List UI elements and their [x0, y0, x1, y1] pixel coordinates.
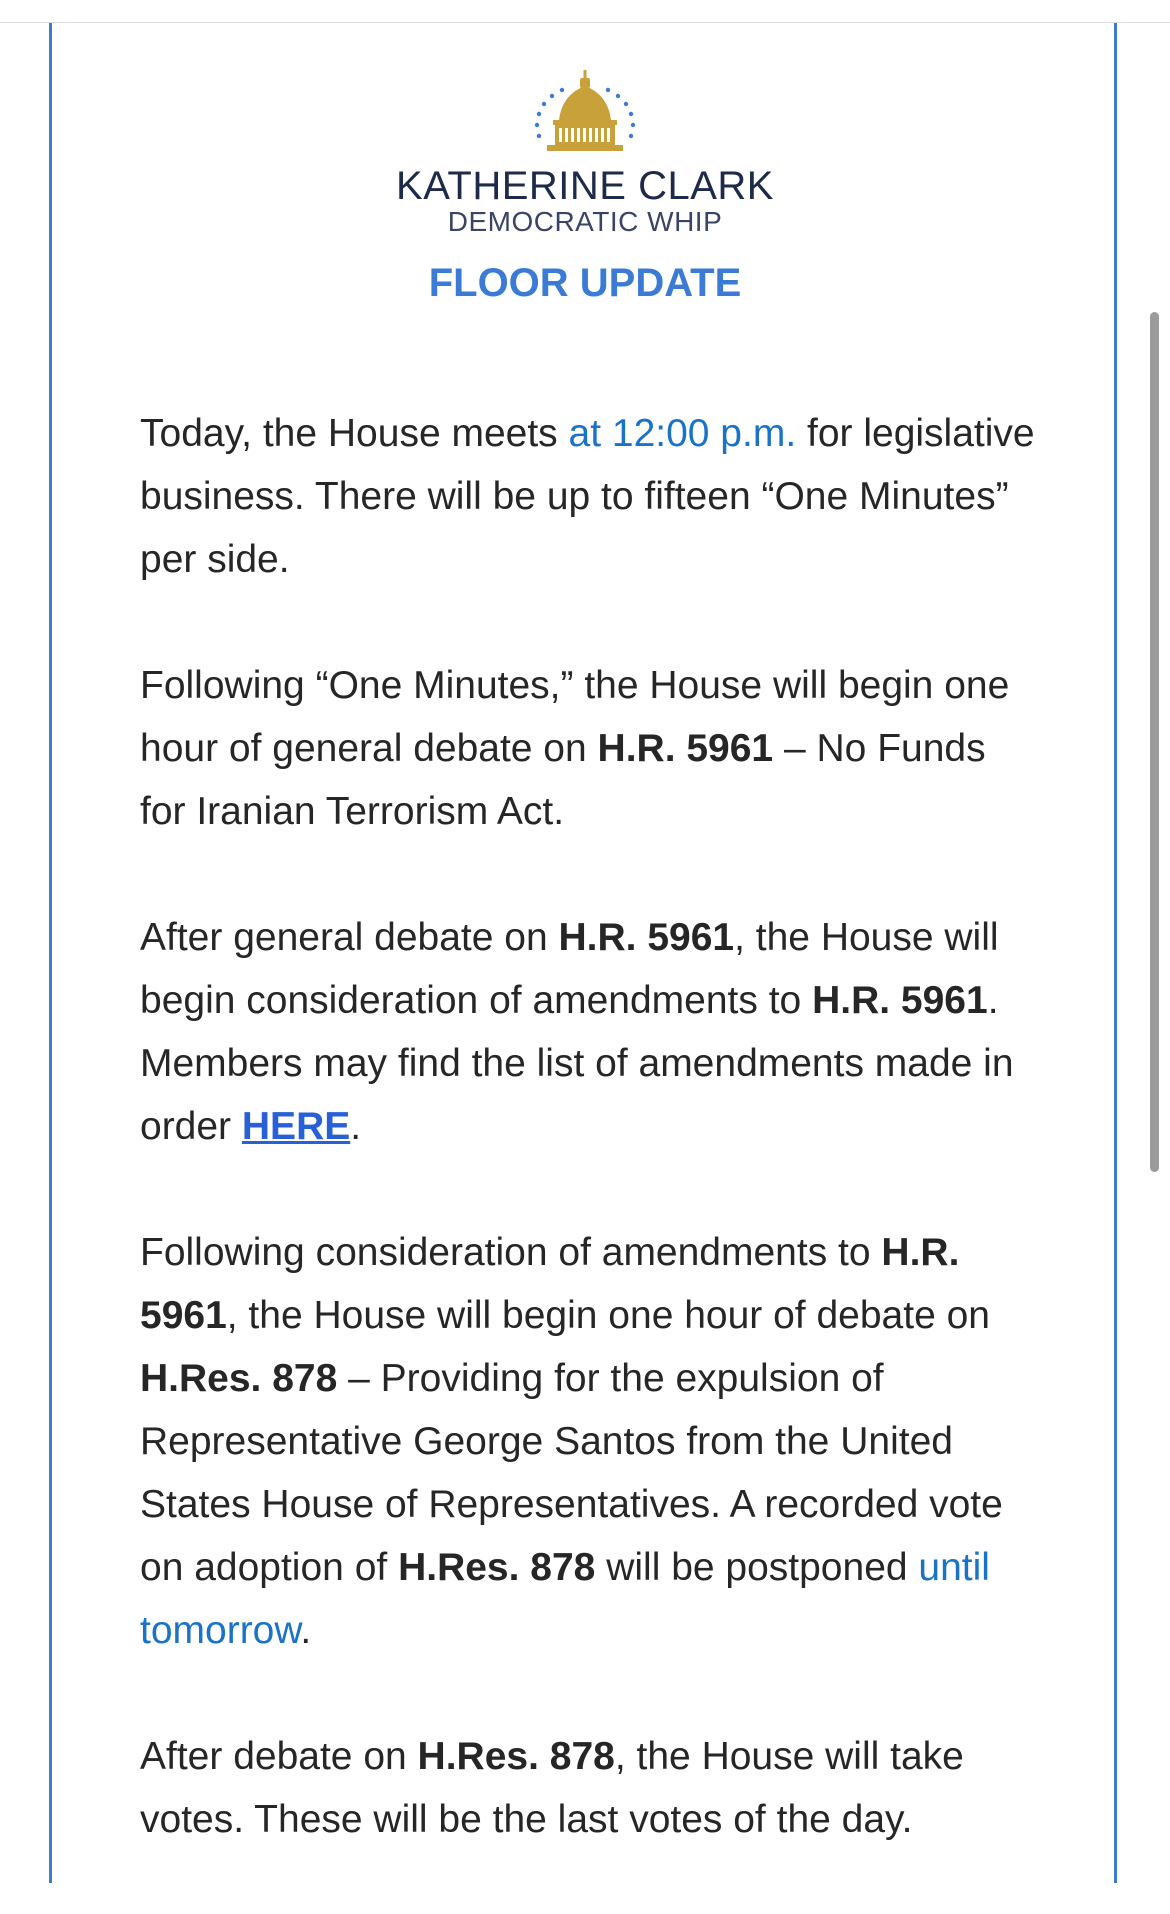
bill-number: H.R. 5961 [558, 916, 735, 959]
paragraph-general-debate [140, 654, 1040, 843]
text: , the House will begin one hour of debate on [226, 1294, 990, 1337]
vote-date[interactable]: until tomorrow [140, 1546, 990, 1652]
resolution-number: H.Res. 878 [398, 1546, 596, 1589]
paragraph-amendments [140, 906, 1040, 1158]
capitol-dome-icon [525, 70, 645, 162]
text: Following consideration of amendments to [140, 1231, 882, 1274]
text: . Members may find the list of amendments made in order [140, 979, 1014, 1148]
text: , the House will take votes. These will be the last votes of the day. [140, 1735, 964, 1841]
logo-name: KATHERINE CLARK [396, 164, 774, 208]
logo [0, 70, 1170, 162]
resolution-number: H.Res. 878 [417, 1735, 615, 1778]
meeting-time[interactable]: at 12:00 p.m. [568, 412, 797, 455]
bill-number: H.R. 5961 [812, 979, 988, 1022]
paragraph-schedule [140, 402, 1040, 591]
paragraph-expulsion [140, 1221, 1040, 1662]
bill-number: H.R. 5961 [140, 1231, 960, 1337]
bill-number: H.R. 5961 [597, 727, 774, 770]
text: – No Funds for Iranian Terrorism Act. [140, 727, 986, 833]
text: , the House will begin consideration of amendments to [140, 916, 999, 1022]
scrollbar[interactable] [1150, 312, 1159, 1172]
text: Following “One Minutes,” the House will begin one hour of general debate on [140, 664, 1010, 770]
email-body [140, 402, 1040, 1914]
logo-title: DEMOCRATIC WHIP [447, 206, 723, 237]
section-title: FLOOR UPDATE [428, 261, 742, 305]
amendments-link[interactable]: HERE [241, 1105, 351, 1148]
text: . [350, 1105, 362, 1148]
text: After debate on [140, 1735, 418, 1778]
paragraph-votes [140, 1725, 1040, 1851]
text: . [300, 1609, 312, 1652]
text: – Providing for the expulsion of Representative George Santos from the United States House of Representatives. A recorded vote on adoption of [140, 1357, 1003, 1589]
resolution-number: H.Res. 878 [140, 1357, 338, 1400]
text: for legislative business. There will be up to fifteen “One Minutes” per side. [140, 412, 1035, 581]
text: Today, the House meets [140, 412, 569, 455]
text: will be postponed [595, 1546, 919, 1589]
text: After general debate on [140, 916, 559, 959]
